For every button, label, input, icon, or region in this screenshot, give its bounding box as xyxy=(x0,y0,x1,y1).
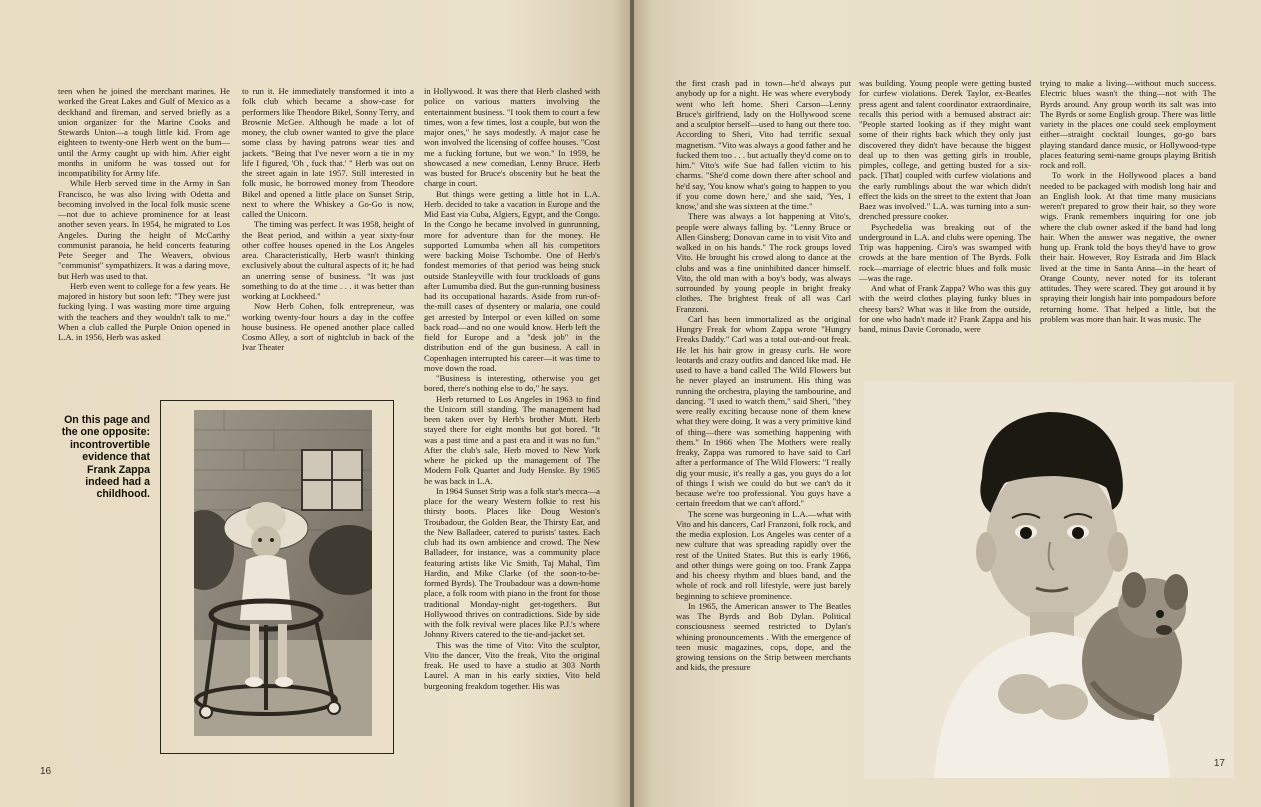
right-column-3 xyxy=(1040,78,1216,378)
right-column-2 xyxy=(859,78,1031,378)
child-in-sun-hat-photo xyxy=(194,410,372,736)
paragraph: This was the time of Vito: Vito the sculptor, Vito the dancer, Vito the freak, Vito the original freak. He used to have a studio at 303 North Laurel. A man in his early sixties, Vito held burgeoning freakdom together. His was xyxy=(424,639,600,691)
paragraph: teen when he joined the merchant marines. He worked the Great Lakes and Gulf of Mexico as a deckhand and fireman, and served briefly as a union organizer for the Marine Cooks and Stewards Union—a tough little kid. From age eighteen to twenty-one Herb went on the bum—until the Army caught up with him. After eight months in uniform he was tossed out for incompatibility for Army life. xyxy=(58,86,230,178)
paragraph: Herb even went to college for a few years. He majored in history but soon left: "They were just fucking lying. I was wasting more time arguing with the teachers and they wouldn't talk to me." When a club called the Purple Onion opened in L.A. in 1956, Herb was asked xyxy=(58,280,230,342)
page-number-right: 17 xyxy=(1213,758,1225,769)
paragraph: While Herb served time in the Army in San Francisco, he was also living with Odetta and becoming involved in the local folk music scene—not due to achieve prominence for at least another seven years. In 1954, he migrated to Los Angeles. During the height of McCarthy communist paranoia, he held concerts featuring Pete Seeger and The Weavers, obvious "communist" sympathizers. It was a daring move, but Herb was used to that. xyxy=(58,178,230,281)
paragraph: to run it. He immediately transformed it into a folk club which became a show-case for performers like Theodore Bikel, Sonny Terry, and Brownie McGee. Although he made a lot of money, the club owner wanted to give the place some class by having patrons wear ties and jackets. "Being that I've never worn a tie in my life I figured, 'Oh , fuck that.' " Herb was out on the street again in late 1957. Still interested in folk music, he borrowed money from Theodore Bikel and opened a little place on Sunset Strip, next to where the Whiskey a Go-Go is now, called the Unicorn. xyxy=(242,86,414,219)
right-column-1 xyxy=(676,78,851,784)
paragraph: Herb returned to Los Angeles in 1963 to find the Unicorn still standing. The management had been taken over by Herb's brother Mutt. Herb stayed there for eight months but got bored. "It was a past time and a past era and it was no fun." After the club's sale, Herb moved to New York where he picked up the management of The Modern Folk Quartet and Judy Henske. By 1965 he was back in L.A. xyxy=(424,393,600,486)
page-number-left: 16 xyxy=(40,766,52,777)
photo-caption: On this page and the one opposite: incontrovertible evidence that Frank Zappa indeed had a childhood. xyxy=(61,414,150,501)
left-column-1 xyxy=(58,86,230,386)
paragraph: In 1965, the American answer to The Beatles was The Byrds and Bob Dylan. Political consciousness seemed restricted to Dylan's whining pronouncements . With the emergence of teen music magazines, cops, dope, and the growing tensions on the Strip between merchants and kids, the pressure xyxy=(676,600,851,673)
left-column-2 xyxy=(242,86,414,386)
paragraph: was building. Young people were getting busted for curfew violations. Derek Taylor, ex-Beatles press agent and talent coordinator extraordinaire, recalls this period with a bemused abstract air: "People started looking as if they might want some of their rights back which they only just discovered they didn't have because the biggest deal up to then was getting girls in trouble, pimples, college, and getting busted for a six-pack. [That] coupled with curfew violations and the early rumblings about the war which didn't effect the kids on the street to the extent that Joan Baez was involved." L.A. was turning into a sun-drenched pressure cooker. xyxy=(859,78,1031,222)
paragraph: Now Herb Cohen, folk entrepreneur, was working twenty-four hours a day in the coffee house business. He opened another place called Cosmo Alley, a sort of nightclub in back of the Ivar Theater xyxy=(242,301,414,353)
paragraph: Carl has been immortalized as the original Hungry Freak for whom Zappa wrote "Hungry Freaks Daddy." Carl was a total out-and-out freak. He let his hair grow in greasy curls. He wore leotards and crazy outfits and danced like mad. He used to have a band called The Wild Flowers but he never played an instrument. His thing was running the orchestra, playing the tambourine, and dancing. "I used to watch them," said Sheri, "they were really exciting because none of them knew what they were doing. It was a very primitive kind of thing—there was something happening with them." In 1966 when The Mothers were really freaky, Zappa was rumored to have said to Carl after a performance of The Wild Flowers: "I really dig your music, it's really a gas, you guys do a lot of things I wish we could do but we can't do it because we're too professional. You guys have a certain freedom that we can't afford." xyxy=(676,313,851,509)
paragraph: But things were getting a little hot in L.A. Herb. decided to take a vacation in Europe and the Mid East via Cuba, Algiers, Egypt, and the Congo. In the Congo he became involved in gunrunning, more for adventure than for the money. He supported Lumumba when all his competitors were backing Moise Tschombe. One of Herb's fondest memories of that period was being stuck outside Stanleyville with four truckloads of guns after Lumumba died. But the gun-running business had its occupational hazards. Aside from run-of-the-mill cases of dysentery or malaria, one could get arrested by Interpol or even killed on some back road—and no one would know. Herb left the field for Europe and a "desk job" in the distribution end of the gun business. A call in Copenhagen interrupted his career—it was time to move down the road. xyxy=(424,188,600,373)
paragraph: "Business is interesting, otherwise you get bored, there's nothing else to do," he says. xyxy=(424,373,600,394)
paragraph: in Hollywood. It was there that Herb clashed with police on various matters involving the entertainment business. "I took them to court a few times, won a few times, lost a couple, but won the major ones," he says modestly. A major case he won involved the licensing of coffee houses. "Cost me a fucking fortune, but we won." In 1959, he showcased a new comedian, Lenny Bruce. Herb was busted for Bruce's obscenity but he beat the charge in court. xyxy=(424,86,600,189)
paragraph: There was always a lot happening at Vito's, people were always falling by. "Lenny Bruce or Allen Ginsberg; Donovan came in to visit Vito and walked in on his hands." The rock groups loved Vito. He brought his crowd along to dance at the clubs and was a fine uninhibited dancer himself. Vito, the old man with a boy's body, was always surrounded by young people in bright freaky clothes. The brightest freak of all was Carl Franzoni. xyxy=(676,211,851,314)
left-column-3 xyxy=(424,86,600,786)
paragraph: The timing was perfect. It was 1958, height of the Beat period, and within a year sixty-four other coffee houses opened in the Los Angeles area. Characteristically, Herb wasn't thinking exclusively about the cultural aspects of it; he had an unerring sense of business. "It was just something to do at the time . . . it was better than working at Lockheed." xyxy=(242,219,414,301)
paragraph: the first crash pad in town—he'd always put anybody up for a night. He was where everybody went who left home. Sheri Carson—Lenny Bruce's girlfriend, lady on the Hollywood scene and a sculptor herself—used to hang out there too. According to Sheri, Vito had terrific sexual magnetism. "Vito was always a good father and he fucked them too . . . but actually they'd come on to him." Vito's wife Sue had fallen victim to his charms. "She'd come down there after school and he'd say, 'You know what's going to happen to you if you come down here,' and she said, 'Yes, I know,' and she was sixteen at the time." xyxy=(676,78,851,211)
paragraph: And what of Frank Zappa? Who was this guy with the weird clothes playing funky blues in cheesy bars? What was it like from the outside, for one who hadn't made it? Frank Zappa and his band, minus Davie Coronado, were xyxy=(859,283,1031,334)
paragraph: trying to make a living—without much success. Electric blues wasn't the thing—not with The Byrds around. Any group worth its salt was into The Byrds or some English group. There was little variety in the places one could seek employment either—straight cocktail lounges, go-go bars playing standard dance music, or Hollywood-type places featuring semi-name groups playing British rock and roll. xyxy=(1040,78,1216,170)
paragraph: The scene was burgeoning in L.A.—what with Vito and his dancers, Carl Franzoni, folk rock, and the media explosion. Los Angeles was center of a new culture that was spreading rapidly over the rest of the United States. But this is early 1966, and other things were going on too. Frank Zappa and his cheesy rhythm and blues band, and the whole of rock and roll lifestyle, were just barely beginning to schieve prominence. xyxy=(676,508,851,601)
paragraph: In 1964 Sunset Strip was a folk star's mecca—a place for the weary Western folkie to rest his thirsty boots. Places like Doug Weston's Troubadour, the Golden Bear, the Thirsty Ear, and the New Balladeer, catered to purists' tastes. Each club had its own ambience and crowd. The New Balladeer, for instance, was a community place featuring artists like Vic Smith, Taj Mahal, Tim Hardin, and Mike Clarke (of the soon-to-be-formed Byrds). The Troubadour was a down-home place, a folk room with piano in the front for those traditional Monday-night get-togethers. But Hollywood thrives on contradictions. Side by side with the folk revival were places like P.J.'s where Johnny Rivers catered to the tie-and-jacket set. xyxy=(424,485,600,640)
young-boy-with-stuffed-toy-photo xyxy=(864,382,1234,778)
paragraph: Psychedelia was breaking out of the underground in L.A. and clubs were opening. The Trip was happening. Ciro's was swamped with crowds at the bare mention of The Byrds. Folk rock—marriage of electric blues and folk music—was the rage. xyxy=(859,221,1031,283)
right-page xyxy=(634,0,1261,807)
paragraph: To work in the Hollywood places a band needed to be packaged with modish long hair and an English look. At that time many musicians weren't prepared to grow their hair, so they wore wigs. Frank remembers inquiring for one job where the club owner asked if the band had long hair. When the answer was negative, the owner hung up. Frank told the boys they'd have to grow their hair. However, Roy Estrada and Jim Black lived at the time in Santa Anna—in the heart of Orange County, never noted for its tolerant attitudes. They were scared. They got around it by spraying their longish hair into pompadours before returning home. That helped a little, but the problem was more than hair. It was music. The xyxy=(1040,170,1216,324)
